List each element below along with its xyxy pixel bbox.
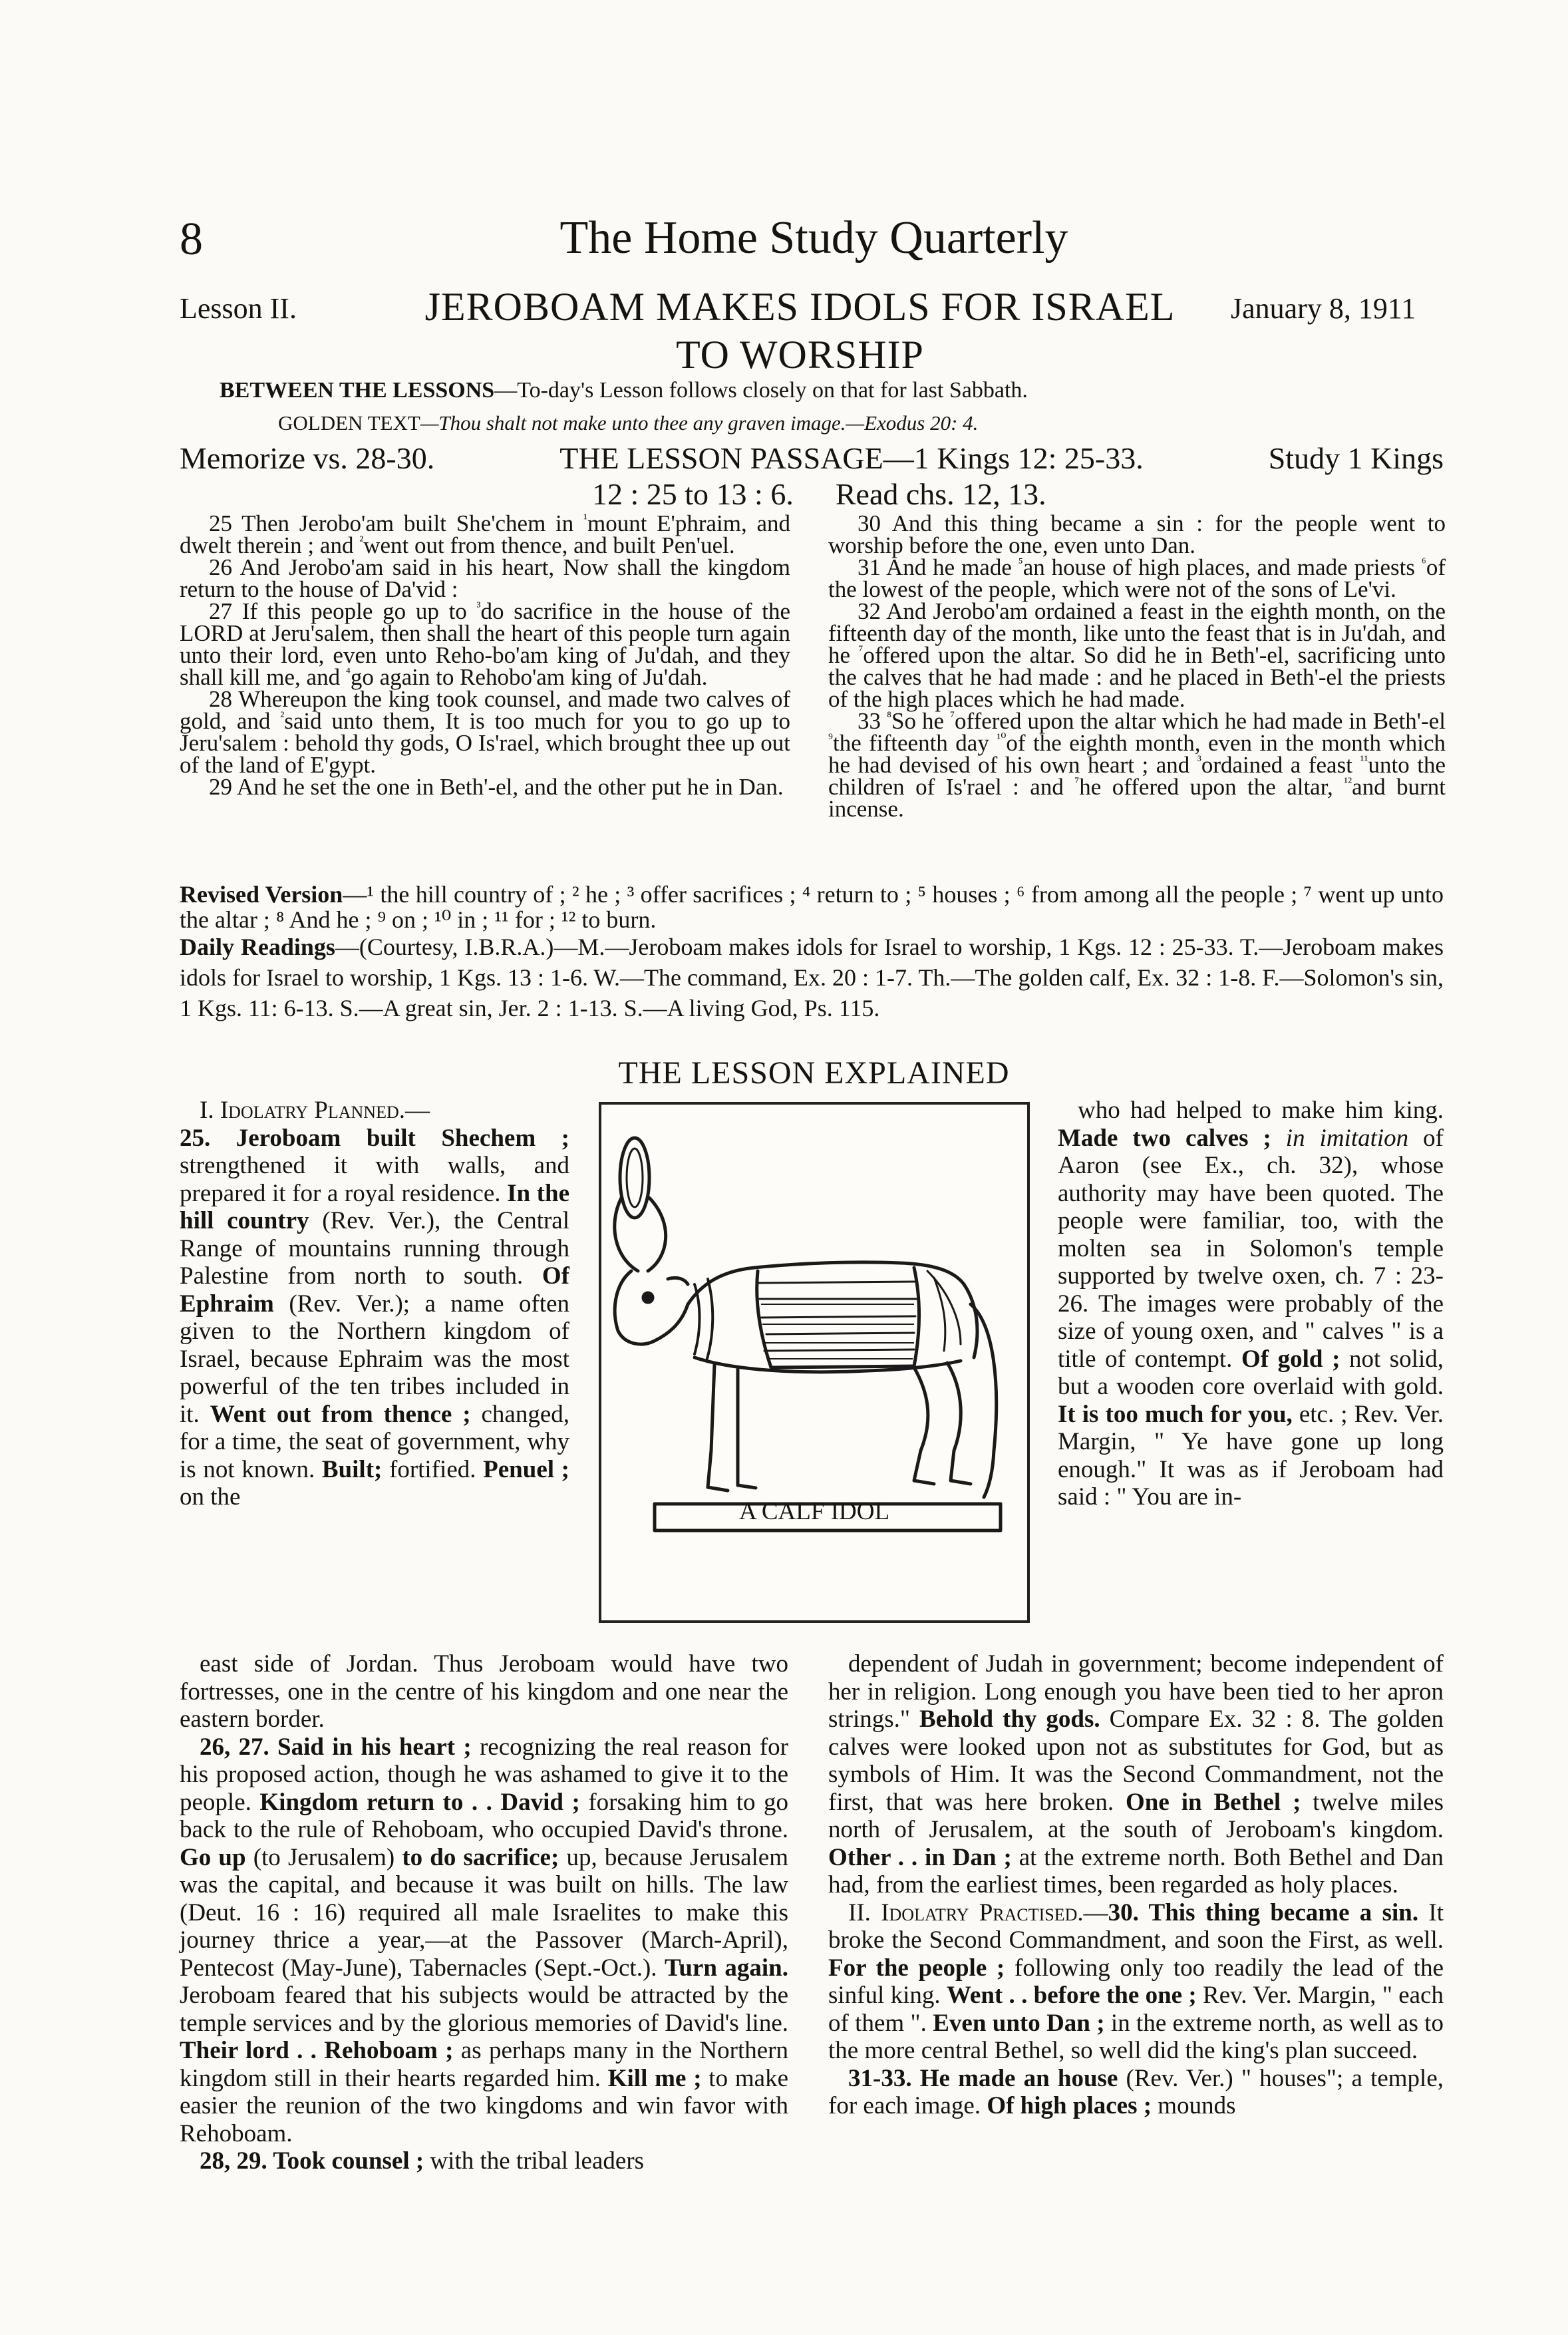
verse-text: he offered upon the altar, [1079, 774, 1344, 800]
calf-idol-illustration [601, 1105, 1027, 1620]
commentary-keyword: Even unto Dan ; [933, 2009, 1105, 2037]
commentary-left-column [180, 1650, 788, 2175]
commentary-text: strengthened it with walls, and prepared it for a royal residence. [180, 1152, 569, 1207]
section-heading: II. Idolatry Practised.— [848, 1898, 1108, 1926]
commentary-text: recognizing the real reason for his proposed action, though he was ashamed to give it to the people. [180, 1733, 788, 1816]
commentary-text: changed, for a time, the seat of government, why is not known. [180, 1400, 569, 1483]
verse-28 [180, 688, 790, 776]
commentary-keyword: Turn again. [665, 1954, 788, 1982]
commentary-keyword: Of Ephraim [180, 1262, 569, 1318]
verse-number: 26 [209, 554, 240, 580]
read-chapters: Read chs. 12, 13. [835, 477, 1046, 511]
verse-text: unto the children of Is'rael : and [828, 752, 1446, 800]
daily-label: Daily Readings [180, 934, 335, 960]
lesson-date: January 8, 1911 [1231, 292, 1416, 325]
verse-number: 25 [209, 510, 242, 536]
commentary-text: at the extreme north. Both Bethel and Dan had, from the earliest times, been regarded as holy places. [828, 1843, 1444, 1898]
calf-idol-figure [599, 1102, 1030, 1623]
verse-text: And he made [885, 554, 1019, 580]
golden-body: —Thou shalt not make unto thee any graven image.—Exodus 20: 4. [420, 411, 979, 435]
memorize-verses: Memorize vs. 28-30. [180, 441, 435, 475]
verse-number: 31 [858, 554, 886, 580]
daily-text: —(Courtesy, I.B.R.A.)—M.—Jeroboam makes idols for Israel to worship, 1 Kgs. 12 : 25-33. T.—Jeroboam makes idols for Israel to worship, 1 Kgs. 13 : 1-6. W.—The command, Ex. 20 : 1-7. Th.—The golden calf, Ex. 32 : 1-8. F.—Solomon's sin, 1 Kgs. 11: 6-13. S.—A great sin, Jer. 2 : 1-13. S.—A living God, Ps. 115. [180, 934, 1444, 1021]
daily-readings [180, 932, 1444, 1023]
commentary-keyword: 26, 27. Said in his heart ; [200, 1733, 472, 1761]
commentary-text: to make easier the reunion of the two kingdoms and win favor with Rehoboam. [180, 2064, 788, 2147]
verse-text: And this thing became a sin : for the people went to worship before the one, even unto Dan. [828, 510, 1446, 558]
verse-number: 27 [209, 598, 242, 624]
revised-version [180, 882, 1444, 932]
between-the-lessons [220, 378, 1028, 403]
figure-caption: A CALF IDOL [738, 1498, 890, 1525]
running-head: The Home Study Quarterly [559, 212, 1068, 264]
revised-label: Revised Version [180, 881, 343, 908]
golden-text [278, 411, 978, 435]
commentary-text: of Aaron (see Ex., ch. 32), whose authority may have been quoted. The people were familiar, too, with the molten sea in Solomon's temple supported by twelve oxen, ch. 7 : 23-26. The images were probably of the size of young oxen, and " calves " is a title of contempt. [1058, 1124, 1444, 1373]
revised-text: —¹ the hill country of ; ² he ; ³ offer sacrifices ; ⁴ return to ; ⁵ houses ; ⁶ from among all the people ; ⁷ went up unto the altar ; ⁸ And he ; ⁹ on ; ¹⁰ in ; ¹¹ for ; ¹² to burn. [180, 881, 1444, 933]
verse-text: of the eighth month, even in the month which he had devised of his own heart ; and [828, 730, 1446, 778]
commentary-keyword: Went out from thence ; [210, 1400, 471, 1428]
commentary-keyword: Go up [180, 1843, 246, 1871]
commentary-keyword: Of high places ; [987, 2092, 1152, 2119]
footnote-mark: ⁷ [858, 643, 863, 658]
verse-text: Then Jerobo'am built She'chem in [241, 510, 583, 536]
verse-number: 33 [858, 708, 887, 734]
commentary-keyword: One in Bethel ; [1126, 1788, 1301, 1816]
between-text: —To-day's Lesson follows closely on that for last Sabbath. [494, 378, 1028, 403]
verse-text: If this people go up to [241, 598, 477, 624]
lesson-explained-heading: THE LESSON EXPLAINED [618, 1055, 1010, 1091]
verse-text: mount E'phraim, and dwelt therein ; and [180, 510, 790, 558]
verses-left-column [180, 512, 790, 798]
verse-text: do sacrifice in the house of the LORD at Jeru'salem, then shall the heart of this people turn again unto their lord, even unto Reho-bo'am king of Ju'dah, and they shall kill me, and [180, 598, 790, 690]
commentary-keyword: 30. This thing became a sin. [1108, 1898, 1419, 1926]
footnote-mark: ² [280, 709, 285, 724]
commentary-text: It broke the Second Commandment, and soon the First, as well. [828, 1898, 1444, 1954]
verse-26 [180, 556, 790, 600]
verse-text: And he set the one in Beth'-el, and the other put he in Dan. [236, 774, 784, 800]
commentary-text: (Rev. Ver.) " houses"; a temple, for each image. [828, 2064, 1444, 2119]
golden-label: GOLDEN TEXT [278, 411, 420, 435]
footnote-mark: ⁴ [345, 665, 351, 680]
footnote-mark: ¹ [583, 511, 587, 526]
verse-text: of the lowest of the people, which were not of the sons of Le'vi. [828, 554, 1446, 602]
commentary-text: etc. ; Rev. Ver. Margin, " Ye have gone up long enough." It was as if Jeroboam had said : " You are in- [1058, 1400, 1444, 1511]
commentary-left-narrow [180, 1097, 569, 1511]
commentary-keyword: Kingdom return to . . David ; [259, 1788, 580, 1816]
footnote-mark: ³ [1197, 753, 1201, 768]
verse-text: said unto them, It is too much for you to go up to Jeru'salem : behold thy gods, O Is'rael, which brought thee up out of the land of E'gypt. [180, 708, 790, 778]
verse-number: 29 [209, 774, 237, 800]
commentary-keyword: Other . . in Dan ; [828, 1843, 1012, 1871]
verse-text: And Jerobo'am said in his heart, Now shall the kingdom return to the house of Da'vid : [180, 554, 790, 602]
study-ref: Study 1 Kings [1268, 441, 1444, 475]
commentary-keyword: Built; [321, 1455, 383, 1483]
commentary-text: east side of Jordan. Thus Jeroboam would have two fortresses, one in the centre of his kingdom and one near the eastern border. [180, 1650, 788, 1733]
passage-label: THE LESSON PASSAGE [559, 441, 883, 475]
commentary-text: with the tribal leaders [424, 2147, 645, 2175]
commentary-text: (Rev. Ver.), the Central Range of mountains running through Palestine from north to south. [180, 1207, 569, 1290]
verse-text: offered upon the altar which he had made in Beth'-el [955, 708, 1446, 734]
verse-text: and burnt incense. [828, 774, 1446, 822]
study-ref-cont: 12 : 25 to 13 : 6. [592, 477, 794, 511]
footnote-mark: ¹⁰ [997, 731, 1007, 746]
commentary-keyword: Behold thy gods. [919, 1706, 1100, 1733]
lesson-title: JEROBOAM MAKES IDOLS FOR ISRAEL TO WORSHIP [424, 285, 1176, 377]
verse-27 [180, 600, 790, 688]
commentary-text: following only too readily the lead of the sinful king. [828, 1954, 1444, 2009]
commentary-text: dependent of Judah in government; become independent of her in religion. Long enough you have been tied to her apron strings." [828, 1650, 1444, 1733]
verse-text: And Jerobo'am ordained a feast in the eighth month, on the fifteenth day of the month, like unto the feast that is in Ju'dah, and he [828, 598, 1446, 668]
commentary-keyword: In the hill country [180, 1179, 569, 1234]
footnote-mark: ⁷ [1074, 775, 1080, 790]
lesson-number: Lesson II. [180, 292, 297, 325]
verse-32 [828, 600, 1446, 710]
verse-text: ordained a feast [1201, 752, 1360, 778]
commentary-text: mounds [1152, 2092, 1236, 2119]
commentary-text: twelve miles north of Jerusalem, at the south of Jeroboam's kingdom. [828, 1788, 1444, 1843]
commentary-keyword: It is too much for you, [1058, 1400, 1293, 1428]
commentary-right-column [828, 1650, 1444, 2120]
commentary-text: fortified. [382, 1455, 484, 1483]
memorize-line [180, 441, 1444, 512]
commentary-keyword: 31-33. He made an house [848, 2064, 1118, 2092]
footnote-mark: ⁹ [828, 731, 833, 746]
commentary-text: not solid, but a wooden core overlaid with gold. [1058, 1345, 1444, 1400]
verse-text: an house of high places, and made priests [1022, 554, 1422, 580]
footnote-mark: ⁷ [950, 709, 955, 724]
footnote-mark: ² [359, 533, 364, 548]
verse-31 [828, 556, 1446, 600]
commentary-keyword: Their lord . . Rehoboam ; [180, 2037, 454, 2064]
commentary-text: as perhaps many in the Northern kingdom still in their hearts regarded him. [180, 2037, 789, 2092]
verse-text: Whereupon the king took counsel, and made two calves of gold, and [180, 686, 791, 734]
verse-text: go again to Rehobo'am king of Ju'dah. [350, 664, 708, 690]
verse-number: 28 [209, 686, 239, 712]
commentary-keyword: Penuel ; [483, 1455, 569, 1483]
commentary-text: in imitation [1271, 1124, 1409, 1152]
commentary-keyword: For the people ; [828, 1954, 1005, 1982]
page-number: 8 [180, 214, 203, 265]
verse-text: went out from thence, and built Pen'uel. [363, 532, 735, 558]
verses-right-column [828, 512, 1446, 820]
commentary-keyword: 25. Jeroboam built Shechem ; [180, 1124, 569, 1152]
footnote-mark: ⁶ [1421, 555, 1426, 570]
commentary-text: on the [180, 1483, 241, 1511]
commentary-left-narrow-body [180, 1125, 569, 1511]
commentary-right-narrow [1058, 1097, 1444, 1511]
commentary-text: Jeroboam feared that his subjects would be attracted by the temple services and by the glorious memories of David's line. [180, 1982, 788, 2037]
verse-text: offered upon the altar. So did he in Beth'-el, sacrificing unto the calves that he had made : and he placed in Beth'-el the priests of the high places which he had made. [828, 642, 1446, 712]
commentary-text: forsaking him to go back to the rule of Rehoboam, who occupied David's throne. [180, 1788, 788, 1843]
passage-ref: —1 Kings 12: 25-33. [883, 441, 1144, 475]
commentary-text: in the extreme north, as well as to the more central Bethel, so well did the king's plan succeed. [828, 2009, 1444, 2064]
commentary-keyword: Kill me ; [607, 2064, 702, 2092]
commentary-keyword: Went . . before the one ; [946, 1982, 1197, 2009]
footnote-mark: ⁸ [887, 709, 892, 724]
commentary-keyword: to do sacrifice; [402, 1843, 559, 1871]
verse-number: 32 [858, 598, 887, 624]
verse-text: So he [891, 708, 951, 734]
verse-number: 30 [858, 510, 892, 536]
section-heading-1: I. Idolatry Planned.— [200, 1097, 430, 1124]
commentary-keyword: 28, 29. Took counsel ; [200, 2147, 424, 2175]
verse-30 [828, 512, 1446, 556]
commentary-text: who had helped to make him king. [1078, 1097, 1444, 1124]
footnote-mark: ¹¹ [1360, 753, 1368, 768]
verse-29 [180, 776, 790, 798]
commentary-keyword: Made two calves ; [1058, 1124, 1271, 1152]
commentary-text: up, because Jerusalem was the capital, and because it was built on hills. The law (Deut. 16 : 16) required all male Israelites to make this journey thrice a year,—at the Passover (March-April), Pentecost (May-June), Tabernacles (Sept.-Oct.). [180, 1843, 788, 1982]
verse-25 [180, 512, 790, 556]
footnote-mark: ³ [476, 599, 481, 614]
footnote-mark: ¹² [1344, 775, 1352, 790]
verse-33 [828, 710, 1446, 820]
commentary-text: Compare Ex. 32 : 8. The golden calves were looked upon not as substitutes for God, but as symbols of Him. It was the Second Commandment, not the first, that was here broken. [828, 1706, 1444, 1816]
commentary-text: (Rev. Ver.); a name often given to the Northern kingdom of Israel, because Ephraim was the most powerful of the ten tribes included in it. [180, 1290, 569, 1428]
verse-text: the fifteenth day [832, 730, 997, 756]
footnote-mark: ⁵ [1018, 555, 1023, 570]
between-label: BETWEEN THE LESSONS [220, 378, 495, 403]
commentary-text: (to Jerusalem) [245, 1843, 402, 1871]
commentary-text: Rev. Ver. Margin, " each of them ". [828, 1982, 1444, 2037]
commentary-keyword: Of gold ; [1241, 1345, 1340, 1373]
